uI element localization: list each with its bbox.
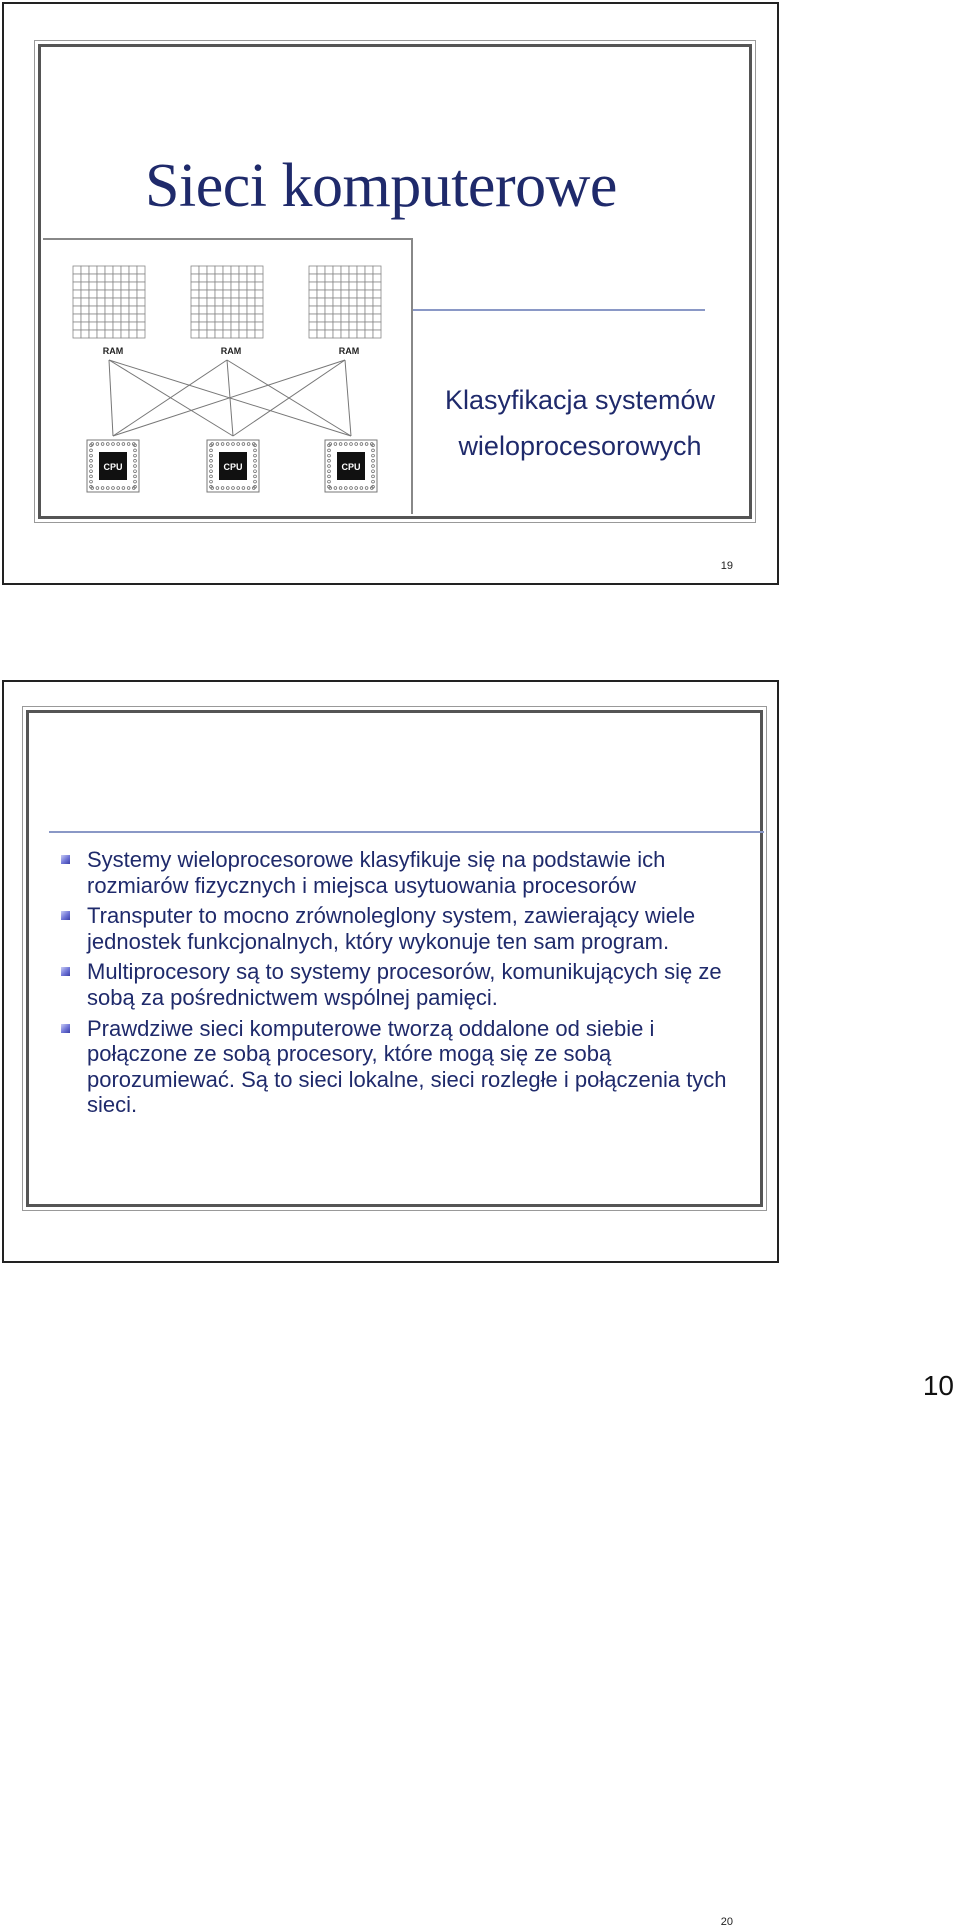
- ram-cell: [239, 282, 247, 290]
- ram-cell: [89, 290, 97, 298]
- connection-line: [109, 360, 113, 436]
- ram-cell: [373, 274, 381, 282]
- ram-cell: [207, 322, 215, 330]
- ram-cell: [231, 290, 239, 298]
- list-item: [59, 903, 759, 954]
- ram-cell: [255, 306, 263, 314]
- ram-cell: [97, 290, 105, 298]
- ram-cell: [239, 314, 247, 322]
- ram-cell: [113, 330, 121, 338]
- subtitle-line-1: Klasyfikacja systemów: [444, 385, 716, 415]
- ram-cell: [349, 266, 357, 274]
- ram-cell: [105, 274, 113, 282]
- ram-cell: [121, 330, 129, 338]
- ram-cell: [231, 266, 239, 274]
- ram-cell: [373, 266, 381, 274]
- ram-cell: [199, 314, 207, 322]
- ram-cell: [231, 322, 239, 330]
- ram-cell: [97, 314, 105, 322]
- subtitle-rule: [413, 309, 705, 311]
- ram-cell: [365, 298, 373, 306]
- ram-cell: [247, 330, 255, 338]
- ram-cell: [317, 274, 325, 282]
- ram-cell: [365, 306, 373, 314]
- ram-cell: [215, 298, 223, 306]
- ram-cell: [239, 266, 247, 274]
- ram-cell: [199, 282, 207, 290]
- ram-cell: [97, 322, 105, 330]
- ram-cell: [105, 330, 113, 338]
- ram-cell: [349, 306, 357, 314]
- ram-cell: [231, 298, 239, 306]
- ram-cell: [223, 282, 231, 290]
- ram-cell: [199, 290, 207, 298]
- ram-cell: [215, 274, 223, 282]
- ram-cell: [113, 306, 121, 314]
- bullet-text: Multiprocesory są to systemy procesorów, komunikujących się ze sobą za pośrednictwem wspólnej pamięci.: [87, 959, 722, 1010]
- ram-cell: [137, 266, 145, 274]
- ram-cell: [247, 306, 255, 314]
- ram-cell: [89, 306, 97, 314]
- ram-cell: [199, 266, 207, 274]
- ram-cell: [137, 298, 145, 306]
- ram-cell: [255, 330, 263, 338]
- ram-cell: [247, 266, 255, 274]
- ram-cell: [349, 322, 357, 330]
- ram-cell: [309, 322, 317, 330]
- ram-cell: [357, 266, 365, 274]
- list-item: [59, 959, 759, 1010]
- ram-cell: [129, 330, 137, 338]
- bullet-text: Transputer to mocno zrównoleglony system, zawierający wiele jednostek funkcjonalnych, który wykonuje ten sam program.: [87, 903, 696, 954]
- ram-cell: [81, 274, 89, 282]
- ram-cell: [255, 274, 263, 282]
- ram-cell: [373, 298, 381, 306]
- ram-cell: [373, 322, 381, 330]
- ram-cell: [89, 322, 97, 330]
- ram-cell: [121, 274, 129, 282]
- ram-cell: [129, 282, 137, 290]
- bullet-list: [59, 847, 759, 1123]
- ram-cell: [97, 266, 105, 274]
- ram-cell: [333, 314, 341, 322]
- ram-cell: [223, 314, 231, 322]
- ram-cell: [333, 274, 341, 282]
- ram-cell: [105, 290, 113, 298]
- ram-cell: [215, 314, 223, 322]
- ram-cell: [113, 298, 121, 306]
- ram-cell: [89, 274, 97, 282]
- ram-cell: [137, 314, 145, 322]
- ram-cell: [309, 290, 317, 298]
- ram-cell: [317, 306, 325, 314]
- ram-cell: [207, 282, 215, 290]
- ram-cell: [81, 306, 89, 314]
- ram-cell: [357, 274, 365, 282]
- ram-cell: [223, 290, 231, 298]
- ram-cell: [81, 330, 89, 338]
- ram-cell: [231, 282, 239, 290]
- ram-cell: [89, 266, 97, 274]
- ram-cell: [191, 306, 199, 314]
- ram-cell: [137, 290, 145, 298]
- ram-cell: [333, 330, 341, 338]
- ram-cell: [89, 314, 97, 322]
- ram-cell: [255, 290, 263, 298]
- ram-cell: [97, 306, 105, 314]
- ram-cell: [309, 298, 317, 306]
- square-bullet-icon: [61, 1024, 70, 1033]
- ram-cell: [333, 266, 341, 274]
- connection-line: [113, 360, 345, 436]
- ram-cell: [365, 266, 373, 274]
- ram-cell: [365, 274, 373, 282]
- ram-cell: [325, 290, 333, 298]
- slide-page-number: 20: [720, 1916, 733, 1928]
- ram-cell: [89, 330, 97, 338]
- ram-cell: [357, 290, 365, 298]
- ram-cell: [247, 322, 255, 330]
- ram-cell: [207, 306, 215, 314]
- ram-cell: [191, 314, 199, 322]
- ram-cell: [231, 314, 239, 322]
- ram-cell: [357, 306, 365, 314]
- ram-cell: [255, 322, 263, 330]
- ram-cell: [137, 322, 145, 330]
- ram-cell: [373, 290, 381, 298]
- ram-cell: [357, 314, 365, 322]
- ram-cell: [239, 290, 247, 298]
- ram-cell: [191, 266, 199, 274]
- ram-cell: [247, 282, 255, 290]
- ram-cell: [255, 314, 263, 322]
- ram-cell: [121, 306, 129, 314]
- square-bullet-icon: [61, 911, 70, 920]
- slide-title: Sieci komputerowe: [145, 152, 617, 220]
- cpu-label: CPU: [103, 462, 123, 472]
- ram-cell: [365, 322, 373, 330]
- ram-cell: [309, 306, 317, 314]
- ram-cell: [231, 274, 239, 282]
- ram-cell: [357, 298, 365, 306]
- ram-cell: [199, 330, 207, 338]
- ram-cell: [341, 282, 349, 290]
- ram-cell: [207, 330, 215, 338]
- ram-cell: [333, 298, 341, 306]
- ram-cell: [129, 306, 137, 314]
- ram-cell: [223, 274, 231, 282]
- ram-cell: [239, 274, 247, 282]
- ram-cell: [365, 290, 373, 298]
- ram-cell: [349, 274, 357, 282]
- ram-cell: [129, 298, 137, 306]
- ram-cell: [215, 282, 223, 290]
- bullet-text: Prawdziwe sieci komputerowe tworzą oddalone od siebie i połączone ze sobą procesory, które mogą się ze sobą porozumiewać. Są to sieci lokalne, sieci rozległe i połączenia tych sieci.: [87, 1015, 727, 1118]
- ram-cell: [113, 266, 121, 274]
- ram-cell: [121, 322, 129, 330]
- ram-cell: [349, 330, 357, 338]
- list-item: [59, 847, 759, 898]
- ram-cell: [341, 322, 349, 330]
- slide-20-frame: [26, 710, 763, 1207]
- ram-cell: [73, 266, 81, 274]
- ram-cell: [89, 298, 97, 306]
- ram-cell: [349, 298, 357, 306]
- ram-cell: [105, 282, 113, 290]
- slide-page-20: [2, 680, 779, 1928]
- ram-cell: [373, 306, 381, 314]
- ram-cell: [129, 266, 137, 274]
- ram-cell: [215, 306, 223, 314]
- ram-cell: [333, 306, 341, 314]
- ram-label: RAM: [102, 346, 124, 356]
- ram-cell: [357, 282, 365, 290]
- multiprocessor-diagram-svg: [43, 240, 411, 514]
- slide-19-frame: [38, 44, 752, 519]
- ram-cell: [325, 330, 333, 338]
- ram-cell: [129, 274, 137, 282]
- ram-cell: [325, 282, 333, 290]
- ram-cell: [309, 282, 317, 290]
- ram-cell: [223, 266, 231, 274]
- ram-cell: [105, 322, 113, 330]
- ram-cell: [357, 330, 365, 338]
- ram-cell: [191, 282, 199, 290]
- ram-cell: [341, 298, 349, 306]
- ram-cell: [325, 298, 333, 306]
- bullet-text: Systemy wieloprocesorowe klasyfikuje się na podstawie ich rozmiarów fizycznych i miejsca usytuowania procesorów: [87, 847, 666, 898]
- ram-cell: [239, 306, 247, 314]
- ram-cell: [341, 266, 349, 274]
- ram-cell: [223, 306, 231, 314]
- ram-cell: [199, 322, 207, 330]
- ram-cell: [97, 330, 105, 338]
- ram-cell: [137, 274, 145, 282]
- connection-line: [345, 360, 351, 436]
- ram-cell: [365, 314, 373, 322]
- ram-cell: [121, 266, 129, 274]
- ram-cell: [317, 282, 325, 290]
- ram-cell: [325, 306, 333, 314]
- ram-cell: [341, 330, 349, 338]
- ram-cell: [105, 298, 113, 306]
- ram-cell: [349, 282, 357, 290]
- ram-cell: [73, 282, 81, 290]
- ram-cell: [317, 314, 325, 322]
- ram-cell: [199, 274, 207, 282]
- ram-cell: [89, 282, 97, 290]
- connection-line: [113, 360, 227, 436]
- ram-cell: [255, 282, 263, 290]
- ram-cell: [333, 282, 341, 290]
- ram-cell: [309, 266, 317, 274]
- ram-cell: [247, 314, 255, 322]
- ram-cell: [223, 330, 231, 338]
- ram-cell: [223, 298, 231, 306]
- ram-cell: [255, 266, 263, 274]
- ram-cell: [191, 330, 199, 338]
- ram-cell: [207, 298, 215, 306]
- ram-cell: [81, 298, 89, 306]
- ram-cell: [137, 330, 145, 338]
- subtitle-line-2: wieloprocesorowych: [458, 431, 702, 461]
- ram-cell: [207, 290, 215, 298]
- ram-cell: [137, 282, 145, 290]
- ram-cell: [121, 298, 129, 306]
- ram-cell: [373, 282, 381, 290]
- ram-cell: [215, 330, 223, 338]
- ram-cell: [341, 314, 349, 322]
- ram-cell: [357, 322, 365, 330]
- ram-cell: [129, 314, 137, 322]
- ram-cell: [191, 298, 199, 306]
- ram-cell: [373, 330, 381, 338]
- slide-subtitle: [413, 377, 747, 469]
- ram-cell: [105, 314, 113, 322]
- ram-cell: [97, 274, 105, 282]
- ram-cell: [341, 306, 349, 314]
- ram-cell: [113, 282, 121, 290]
- square-bullet-icon: [61, 855, 70, 864]
- ram-cell: [105, 306, 113, 314]
- ram-cell: [317, 330, 325, 338]
- ram-cell: [365, 330, 373, 338]
- slide-page-19: [2, 2, 779, 585]
- ram-cell: [113, 290, 121, 298]
- ram-cell: [73, 306, 81, 314]
- ram-cell: [215, 266, 223, 274]
- ram-cell: [97, 298, 105, 306]
- ram-cell: [113, 322, 121, 330]
- ram-cell: [325, 322, 333, 330]
- ram-cell: [231, 306, 239, 314]
- ram-cell: [247, 290, 255, 298]
- ram-cell: [239, 322, 247, 330]
- connection-line: [233, 360, 345, 436]
- ram-cell: [113, 274, 121, 282]
- cpu-label: CPU: [341, 462, 361, 472]
- slide-page-number: 19: [720, 560, 733, 572]
- ram-cell: [121, 314, 129, 322]
- ram-cell: [247, 298, 255, 306]
- ram-cell: [81, 266, 89, 274]
- ram-cell: [317, 298, 325, 306]
- ram-cell: [239, 330, 247, 338]
- ram-cell: [325, 266, 333, 274]
- multiprocessor-diagram: [43, 238, 413, 514]
- ram-cell: [341, 290, 349, 298]
- content-rule: [49, 831, 764, 833]
- ram-cell: [309, 330, 317, 338]
- ram-cell: [325, 274, 333, 282]
- ram-cell: [137, 306, 145, 314]
- ram-cell: [73, 322, 81, 330]
- ram-cell: [121, 290, 129, 298]
- ram-cell: [207, 266, 215, 274]
- square-bullet-icon: [61, 967, 70, 976]
- ram-cell: [73, 290, 81, 298]
- ram-cell: [191, 290, 199, 298]
- ram-cell: [73, 330, 81, 338]
- ram-cell: [81, 314, 89, 322]
- ram-cell: [73, 298, 81, 306]
- ram-cell: [349, 290, 357, 298]
- ram-cell: [81, 290, 89, 298]
- ram-cell: [341, 274, 349, 282]
- ram-cell: [317, 290, 325, 298]
- ram-cell: [255, 298, 263, 306]
- ram-cell: [199, 306, 207, 314]
- ram-cell: [309, 274, 317, 282]
- ram-cell: [129, 290, 137, 298]
- ram-cell: [81, 322, 89, 330]
- ram-cell: [309, 314, 317, 322]
- sheet-number: 10: [922, 1370, 954, 1401]
- cpu-label: CPU: [223, 462, 243, 472]
- ram-cell: [247, 274, 255, 282]
- ram-cell: [105, 266, 113, 274]
- ram-cell: [113, 314, 121, 322]
- ram-cell: [317, 322, 325, 330]
- list-item: [59, 1016, 759, 1118]
- ram-cell: [223, 322, 231, 330]
- ram-cell: [317, 266, 325, 274]
- ram-cell: [239, 298, 247, 306]
- ram-cell: [129, 322, 137, 330]
- ram-cell: [231, 330, 239, 338]
- ram-cell: [365, 282, 373, 290]
- ram-cell: [121, 282, 129, 290]
- ram-cell: [215, 290, 223, 298]
- ram-cell: [73, 314, 81, 322]
- ram-cell: [349, 314, 357, 322]
- ram-cell: [81, 282, 89, 290]
- ram-cell: [199, 298, 207, 306]
- ram-cell: [325, 314, 333, 322]
- ram-label: RAM: [220, 346, 242, 356]
- connection-line: [109, 360, 233, 436]
- ram-cell: [207, 314, 215, 322]
- ram-cell: [73, 274, 81, 282]
- ram-cell: [373, 314, 381, 322]
- ram-cell: [207, 274, 215, 282]
- ram-cell: [333, 290, 341, 298]
- ram-cell: [97, 282, 105, 290]
- ram-cell: [191, 322, 199, 330]
- ram-cell: [191, 274, 199, 282]
- ram-cell: [215, 322, 223, 330]
- ram-label: RAM: [338, 346, 360, 356]
- ram-cell: [333, 322, 341, 330]
